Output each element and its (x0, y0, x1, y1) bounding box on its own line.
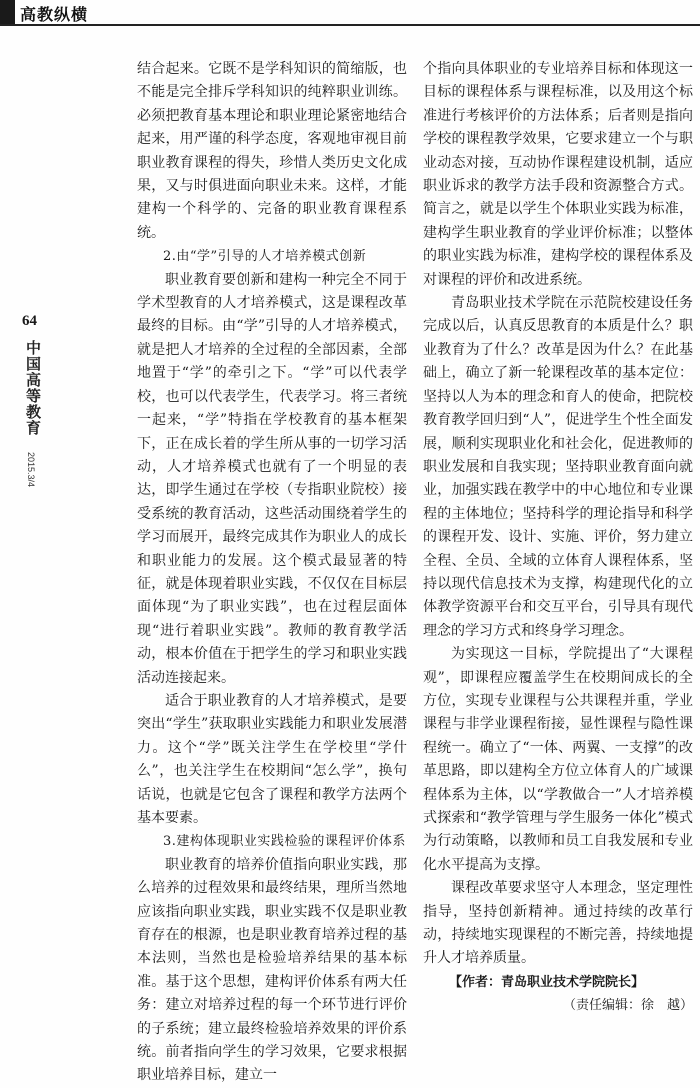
journal-logo: 中国高等教育 (24, 340, 42, 436)
section-title: 高教纵横 (20, 5, 89, 24)
paragraph: 职业教育要创新和建构一种完全不同于学术型教育的人才培养模式，这是课程改革最终的目标。由“学”引导的人才培养模式，就是把人才培养的全过程的全部因素，全部地置于“学”的牵引之下。“学”可以代表学校，也可以代表学生，代表学习。将三者统一起来，“学”特指在学校教育的基本框架下，正在成长着的学生所从事的一切学习活动，人才培养模式也就有了一个明显的表达，即学生通过在学校（专指职业院校）接受系统的教育活动，这些活动围绕着学生的学习而展开，最终完成其作为职业人的成长和职业能力的发展。这个模式最显著的特征，就是体现着职业实践，不仅仅在目标层面体现“为了职业实践”，也在过程层面体现“进行着职业实践”。教师的教育教学活动，根本价值在于把学生的学习和职业实践活动连接起来。 (137, 271, 407, 686)
paragraph: 个指向具体职业的专业培养目标和体现这一目标的课程体系与课程标准，以及用这个标准进行考核评价的方法体系；后者则是指向学校的课程教学效果，它要求建立一个与职业动态对接，互动协作课程建设机制，适应职业诉求的教学方法手段和资源整合方式。简言之，就是以学生个体职业实践为标准，建构学生职业教育的学业评价标准；以整体的职业实践为标准，建构学校的课程体系及对课程的评价和改进系统。 (423, 61, 693, 288)
section-heading: 3.建构体现职业实践检验的课程评价体系 (163, 834, 406, 850)
paragraph: 青岛职业技术学院在示范院校建设任务完成以后，认真反思教育的本质是什么？职业教育为了什么？改革是因为什么？在此基础上，确立了新一轮课程改革的基本定位：坚持以人为本的理念和育人的使命，把院校教育教学回归到“人”，促进学生个性全面发展，顺利实现职业化和社会化，促进教师的职业发展和自我实现；坚持职业教育面向就业，加强实践在教学中的中心地位和专业课程的主体地位；坚持科学的理论指导和科学的课程开发、设计、实施、评价，努力建立全程、全员、全域的立体育人课程体系，坚持以现代信息技术为支撑，构建现代化的立体教学资源平台和交互平台，引导具有现代理念的学习方式和终身学习理念。 (423, 295, 693, 639)
paragraph: 结合起来。它既不是学科知识的简缩版，也不能是完全排斥学科知识的纯粹职业训练。必须把教育基本理论和职业理论紧密地结合起来，用严谨的科学态度，客观地审视目前职业教育课程的得失，珍惜人类历史文化成果，又与时俱进面向职业未来。这样，才能建构一个科学的、完备的职业教育课程系统。 (137, 61, 407, 241)
paragraph: 课程改革要求坚守人本理念，坚定理性指导，坚持创新精神。通过持续的改革行动，持续地实现课程的不断完善，持续地提升人才培养质量。 (423, 880, 693, 967)
issue-label: 2015.3/4 (26, 452, 36, 488)
right-column (423, 58, 693, 1018)
section-heading: 2.由“学”引导的人才培养模式创新 (163, 249, 367, 265)
paragraph: 适合于职业教育的人才培养模式，是要突出“学生”获取职业实践能力和职业发展潜力。这个“学”既关注学生在学校里“学什么”，也关注学生在校期间“怎么学”，换句话说，也就是它包含了课程和教学方法两个基本要素。 (137, 692, 407, 826)
paragraph: 职业教育的培养价值指向职业实践，那么培养的过程效果和最终结果，理所当然地应该指向职业实践，职业实践不仅是职业教育存在的根源，也是职业教育培养过程的基本法则，当然也是检验培养结果的基本标准。基于这个思想，建构评价体系有两大任务：建立对培养过程的每一个环节进行评价的子系统；建立最终检验培养效果的评价系统。前者指向学生的学习效果，它要求根据职业培养目标，建立一 (137, 856, 407, 1084)
section-header (0, 0, 700, 24)
author-note: 【作者：青岛职业技术学院院长】 (449, 974, 645, 990)
section-marker (0, 0, 15, 24)
page-number: 64 (22, 313, 37, 329)
header-rule (0, 24, 700, 26)
paragraph: 为实现这一目标，学院提出了“大课程观”，即课程应覆盖学生在校期间成长的全方位，实现专业课程与公共课程并重，学业课程与非学业课程衔接，显性课程与隐性课程统一。确立了“一体、两翼、一支撑”的改革思路，即以建构全方位立体育人的广域课程体系为主体，以“学教做合一”人才培养模式探索和“教学管理与学生服务一体化”模式为行动策略，以教师和员工自我发展和专业化水平提高为支撑。 (423, 646, 693, 873)
editor-credit: （责任编辑：徐 越） (562, 998, 693, 1014)
left-column (137, 58, 407, 1088)
